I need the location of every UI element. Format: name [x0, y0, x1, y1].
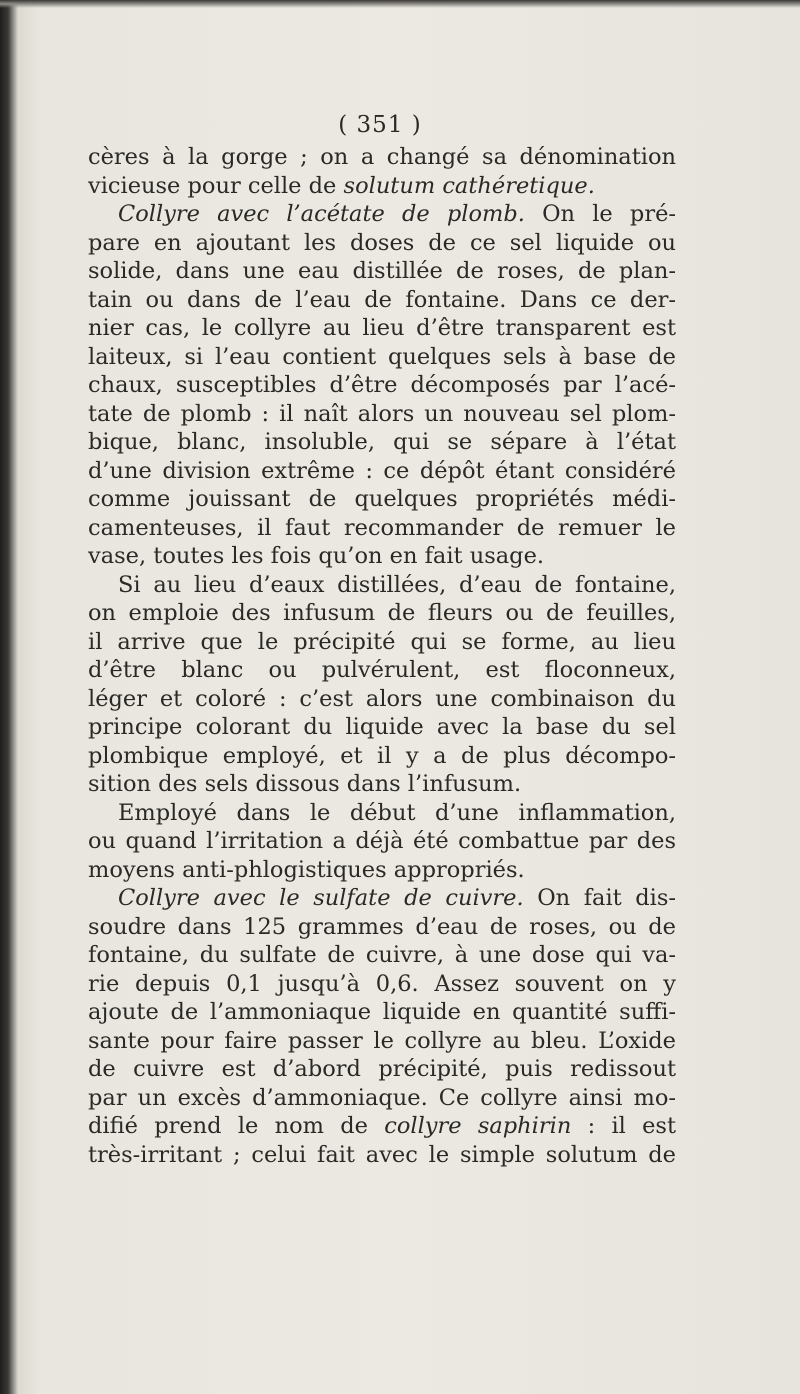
text-run: Employé dans le début d’une inflammation, — [118, 799, 676, 826]
text-line — [88, 200, 676, 229]
text-run: solide, dans une eau distillée de roses, de plan- — [88, 258, 676, 284]
text-run: sante pour faire passer le collyre au bleu. L’oxide — [88, 1027, 676, 1054]
text-run: pare en ajoutant les doses de ce sel liquide ou — [88, 229, 676, 256]
text-line — [88, 571, 676, 600]
text-run: d’être blanc ou pulvérulent, est floconneux, — [88, 657, 676, 683]
text-line — [88, 998, 676, 1027]
text-line — [88, 856, 676, 885]
text-run: comme jouissant de quelques propriétés médi- — [88, 486, 676, 512]
text-line — [88, 827, 676, 856]
italic-run: collyre saphirin — [384, 1113, 572, 1139]
text-run: ou quand l’irritation a déjà été combattue par des — [88, 828, 676, 854]
text-run: il arrive que le précipité qui se forme, au lieu — [88, 628, 676, 655]
text-run: laiteux, si l’eau contient quelques sels à base de — [88, 343, 676, 370]
text-run: cères à la gorge ; on a changé sa dénomination — [88, 144, 676, 170]
text-run: d’une division extrême : ce dépôt étant considéré — [88, 457, 676, 484]
text-run: moyens anti-phlogistiques appropriés. — [88, 856, 525, 883]
page-top-edge — [0, 0, 800, 8]
text-run: difié prend le nom de — [88, 1113, 385, 1139]
text-run: camenteuses, il faut recommander de remuer le — [88, 514, 676, 541]
text-line — [88, 428, 676, 457]
text-line — [88, 685, 676, 714]
text-line — [88, 371, 676, 400]
text-run: par un excès d’ammoniaque. Ce collyre ainsi mo- — [88, 1084, 676, 1111]
text-line — [88, 656, 676, 685]
text-line — [88, 970, 676, 999]
text-line — [88, 1055, 676, 1084]
text-line — [88, 599, 676, 628]
text-line — [88, 143, 676, 172]
text-run: nier cas, le collyre au lieu d’être transparent est — [88, 315, 676, 341]
text-run: rie depuis 0,1 jusqu’à 0,6. Assez souvent on y — [88, 970, 676, 997]
text-run: Si au lieu d’eaux distillées, d’eau de fontaine, — [118, 571, 676, 598]
text-run: léger et coloré : c’est alors une combinaison du — [88, 685, 676, 712]
text-run: On le pré- — [524, 201, 676, 227]
text-line — [88, 628, 676, 657]
text-run: on emploie des infusum de fleurs ou de feuilles, — [88, 600, 676, 626]
italic-run: Collyre avec le sulfate de cuivre. — [118, 885, 524, 911]
text-line — [88, 400, 676, 429]
body-text — [88, 143, 676, 1169]
text-line — [88, 514, 676, 543]
text-run: de cuivre est d’abord précipité, puis redissout — [88, 1056, 676, 1082]
text-run: vicieuse pour celle de — [88, 172, 344, 199]
text-run: principe colorant du liquide avec la base du sel — [88, 714, 676, 740]
text-line — [88, 485, 676, 514]
text-run: vase, toutes les fois qu’on en fait usage. — [88, 543, 545, 569]
text-run: tate de plomb : il naît alors un nouveau sel plom- — [88, 400, 676, 427]
text-run: : il est — [571, 1113, 677, 1139]
text-line — [88, 314, 676, 343]
text-line — [88, 1027, 676, 1056]
text-line — [88, 229, 676, 258]
text-run: plombique employé, et il y a de plus décompo- — [88, 742, 676, 769]
text-run: chaux, susceptibles d’être décomposés par l’acé- — [88, 372, 676, 398]
text-line — [88, 913, 676, 942]
text-line — [88, 457, 676, 486]
text-line — [88, 799, 676, 828]
text-run: très-irritant ; celui fait avec le simple solutum de — [88, 1141, 676, 1168]
text-line — [88, 542, 676, 571]
text-line — [88, 257, 676, 286]
text-run: bique, blanc, insoluble, qui se sépare à l’état — [88, 429, 676, 455]
text-line — [88, 713, 676, 742]
text-run: On fait dis- — [523, 885, 677, 911]
text-run: soudre dans 125 grammes d’eau de roses, ou de — [88, 913, 676, 940]
italic-run: Collyre avec l’acétate de plomb. — [118, 201, 525, 227]
text-run: fontaine, du sulfate de cuivre, à une dose qui va- — [88, 942, 676, 968]
text-line — [88, 770, 676, 799]
page-number-header: ( 351 ) — [338, 112, 422, 138]
text-line — [88, 343, 676, 372]
italic-run: solutum cathéretique. — [343, 172, 595, 199]
text-line — [88, 742, 676, 771]
text-line — [88, 1141, 676, 1170]
text-line — [88, 1084, 676, 1113]
text-run: ajoute de l’ammoniaque liquide en quantité suffi- — [88, 999, 676, 1025]
book-spine-edge — [0, 0, 18, 1394]
text-line — [88, 172, 676, 201]
text-line — [88, 286, 676, 315]
text-line — [88, 941, 676, 970]
text-line — [88, 884, 676, 913]
text-line — [88, 1112, 676, 1141]
text-run: sition des sels dissous dans l’infusum. — [88, 771, 522, 797]
text-run: tain ou dans de l’eau de fontaine. Dans ce der- — [88, 286, 676, 313]
